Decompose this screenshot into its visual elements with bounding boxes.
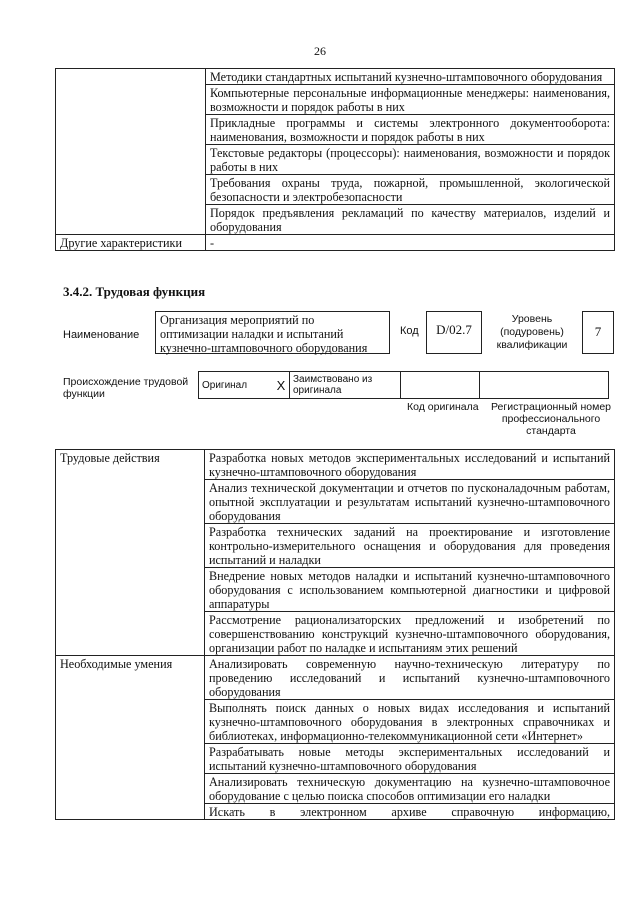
section-title: 3.4.2. Трудовая функция [63,284,206,299]
borrowed-cell: Заимствовано из оригинала [290,372,401,399]
table-cell: Внедрение новых методов наладки и испытаний кузнечно-штамповочного оборудования с использованием компьютерной диагностики и цифровой аппаратуры [205,568,615,612]
page-number: 26 [314,44,326,58]
table-cell: Анализировать техническую документацию на кузнечно-штамповочное оборудование с целью поиска способов оптимизации его наладки [205,774,615,804]
other-characteristics-label: Другие характеристики [56,235,206,251]
table-row [199,372,609,399]
table-cell: Анализировать современную научно-техническую литературу по проведению исследований и испытаний кузнечно-штамповочного оборудования [205,656,615,700]
origin-label: Происхождение трудовой функции [63,376,189,400]
required-skills-label: Необходимые умения [56,656,205,820]
reg-number-caption: Регистрационный номер профессионального стандарта [491,401,611,437]
table-cell: Рассмотрение рационализаторских предложений и изобретений по совершенствованию конструкций кузнечно-штамповочного оборудования, организации работ по наладке и испытаниям этих решений [205,612,615,656]
other-characteristics-value: - [206,235,615,251]
table-cell: Разработка новых методов экспериментальных исследований и испытаний кузнечно-штамповочного оборудования [205,450,615,480]
original-code-caption: Код оригинала [407,401,479,413]
original-code-cell [401,372,480,399]
table-row [56,235,615,251]
level-label: Уровень (подуровень) квалификации [496,313,568,351]
original-mark: X [273,372,290,399]
table-cell: Разработка технических заданий на проектирование и изготовление контрольно-измерительного оснащения и оборудования для проведения испытаний и наладки [205,524,615,568]
function-name: Организация мероприятий по оптимизации наладки и испытаний кузнечно-штамповочного оборудования [155,311,390,354]
function-code: D/02.7 [426,311,482,354]
function-details-table [55,449,615,820]
table-cell: Требования охраны труда, пожарной, промышленной, экологической безопасности и электробезопасности [206,175,615,205]
table-cell: Методики стандартных испытаний кузнечно-штамповочного оборудования [206,69,615,85]
knowledge-table [55,68,615,251]
labor-actions-label: Трудовые действия [56,450,205,656]
name-label: Наименование [63,329,140,341]
table-cell: Компьютерные персональные информационные менеджеры: наименования, возможности и порядок работы в них [206,85,615,115]
table-row [56,69,615,85]
table-cell: Выполнять поиск данных о новых видах исследования и испытаний кузнечно-штамповочного оборудования в электронных справочниках и библиотеках, информационно-телекоммуникационной сети «Интернет» [205,700,615,744]
table-row [56,450,615,480]
table-cell: Прикладные программы и системы электронного документооборота: наименования, возможности и порядок работы в них [206,115,615,145]
table-cell: Текстовые редакторы (процессоры): наименования, возможности и порядок работы в них [206,145,615,175]
code-label: Код [400,325,419,337]
table-cell: Разрабатывать новые методы экспериментальных исследований и испытаний кузнечно-штамповочного оборудования [205,744,615,774]
reg-number-cell [480,372,609,399]
table-cell: Анализ технической документации и отчетов по пусконаладочным работам, опытной эксплуатации и результатам испытаний кузнечно-штамповочного оборудования [205,480,615,524]
table-cell: Искать в электронном архиве справочную информацию, [205,804,615,820]
origin-table [198,371,609,399]
empty-label-cell [56,69,206,235]
table-cell: Порядок предъявления рекламаций по качеству материалов, изделий и оборудования [206,205,615,235]
table-row [56,656,615,700]
original-cell: Оригинал [199,372,274,399]
qualification-level: 7 [582,311,614,354]
